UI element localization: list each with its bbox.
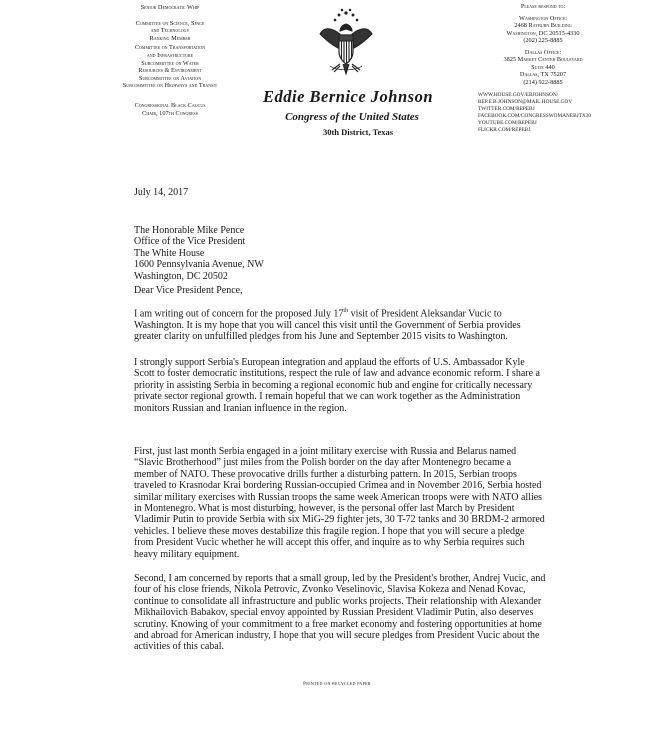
member-name: Eddie Bernice Johnson (262, 87, 434, 106)
district-label: 30th District, Texas (322, 127, 394, 137)
caucus-line: Congressional Black Caucus (134, 101, 206, 109)
committee-line: Resources & Environment (138, 67, 202, 75)
recipient-address (134, 225, 264, 282)
office-line: Washington, DC 20515-4330 (506, 29, 580, 37)
committee-line: Subcommittee on Highways and Transit (122, 82, 218, 90)
committee-line: Committee on Science, Space (135, 19, 205, 27)
letterhead-left-column (95, 4, 245, 125)
washington-office (478, 15, 608, 45)
office-line: (202) 225-8885 (523, 37, 563, 44)
letter-date: July 14, 2017 (134, 187, 189, 198)
salutation: Dear Vice President Pence, (134, 285, 243, 296)
paragraph-1-text-cont: visit of President Aleksandar Vucic to Washington. It is my hope that you will cancel this visit until the Government of Serbia provides greater clarity on unfulfilled pledges from his June and September 2015 visits to Washington. (134, 308, 521, 343)
respond-heading: Please respond to: (520, 3, 566, 10)
address-line: The Honorable Mike Pence (134, 225, 245, 236)
paragraph-1-text: I am writing out of concern for the proposed July 17 (134, 308, 344, 320)
contact-twitter[interactable]: TWITTER.COM/REPEBJ (478, 106, 535, 112)
committee-line: Ranking Member (149, 34, 191, 42)
committee-line: Subcommittee on Aviation (138, 74, 202, 82)
committee-line: Subcommittee on Water (141, 59, 199, 67)
committee-line: and Infrastructure (146, 51, 194, 59)
ordinal-suffix: th (343, 308, 349, 314)
congress-title: Congress of the United States (285, 111, 419, 123)
contact-email[interactable]: REP.E.B.JOHNSON@MAIL.HOUSE.GOV (478, 99, 573, 105)
paragraph-4: Second, I am concerned by reports that a small group, led by the President's brother, Andrej Vucic, and four of his close friends, Nikola Petrovic, Zvonko Veselinovic, Slavisa Kokeza and Nenad Kovac, continue to consolidate all infrastructure and public works projects. Their relationship with Alexander Mikhailovich Babakov, special envoy appointed by Russian President Vladimir Putin, also deserves scrutiny. Knowing of your commitment to a free market economy and fostering opportunities at home and abroad for American industry, I hope that you will secure pledges from President Vucic about the activities of this cabal. (134, 573, 546, 653)
address-line: Office of the Vice President (134, 236, 246, 248)
office-line: Dallas Office: (524, 48, 562, 56)
caucus-block (95, 102, 245, 117)
office-line: Dallas, TX 75207 (519, 71, 567, 78)
senior-whip-title: Senior Democratic Whip (140, 4, 200, 11)
online-contacts (478, 92, 608, 134)
paragraph-2: I strongly support Serbia's European integration and applaud the efforts of U.S. Ambassador Kyle Scott to foster democratic institutions, respect the rule of law and advance economic reform. I share a priority in assisting Serbia in becoming a regional economic hub and engine for critically necessary private sector regional growth. I remain hopeful that we can work together as the Administration monitors Russian and Iranian influence in the region. (134, 357, 540, 414)
contact-facebook[interactable]: FACEBOOK.COM/CONGRESSWOMANEBJTX30 (478, 113, 592, 119)
contact-website[interactable]: WWW.HOUSE.GOV/EBJOHNSON/ (478, 92, 559, 98)
office-line: (214) 922-8885 (523, 78, 563, 86)
address-line: 1600 Pennsylvania Avenue, NW (134, 259, 264, 271)
eagle-seal-icon (318, 4, 374, 88)
contact-flickr[interactable]: FLICKR.COM/REPEBJ (478, 127, 531, 133)
office-line: Washington Office: (519, 14, 567, 22)
committee-line: Committee on Transportation (134, 44, 206, 52)
office-line: Suite 440 (531, 63, 555, 71)
letterhead-right-column (478, 3, 608, 134)
paragraph-1 (134, 306, 546, 343)
dallas-office (478, 49, 608, 87)
committee-line: and Technology (150, 27, 190, 35)
paragraph-3: First, just last month Serbia engaged in a joint military exercise with Russia and Belarus named “Slavic Brotherhood” just miles from the Polish border on the day after Montenegro became a member of NATO. These provocative drills further a disturbing pattern. In 2015, Serbian troops traveled to Krasnodar Krai bordering Russian-occupied Crimea and in November 2016, Serbia hosted similar military exercises with Russian troops the same week American troops were with NATO allies in Montenegro. What is most disturbing, however, is the personal offer last March by President Vladimir Putin to provide Serbia with six MiG-29 fighter jets, 30 T-72 tanks and 30 BRDM-2 armored vehicles. I believe these moves destabilize this fragile region. I hope that you will secure a pledge from President Vucic whether he will accept this offer, and inquire as to why Serbia requires such heavy military equipment. (134, 446, 545, 560)
contact-youtube[interactable]: YOUTUBE.COM/REPEBJ (478, 120, 537, 126)
committee-transportation (95, 44, 245, 90)
office-line: 2468 Rayburn Building (514, 22, 572, 29)
recycled-paper-notice: Printed on recycled paper (303, 682, 371, 687)
address-line: The White House (134, 247, 205, 259)
caucus-line: Chair, 107th Congress (142, 109, 198, 117)
office-line: 3825 Market Center Boulevard (503, 56, 583, 63)
committee-science (95, 20, 245, 43)
address-line: Washington, DC 20502 (134, 270, 228, 282)
